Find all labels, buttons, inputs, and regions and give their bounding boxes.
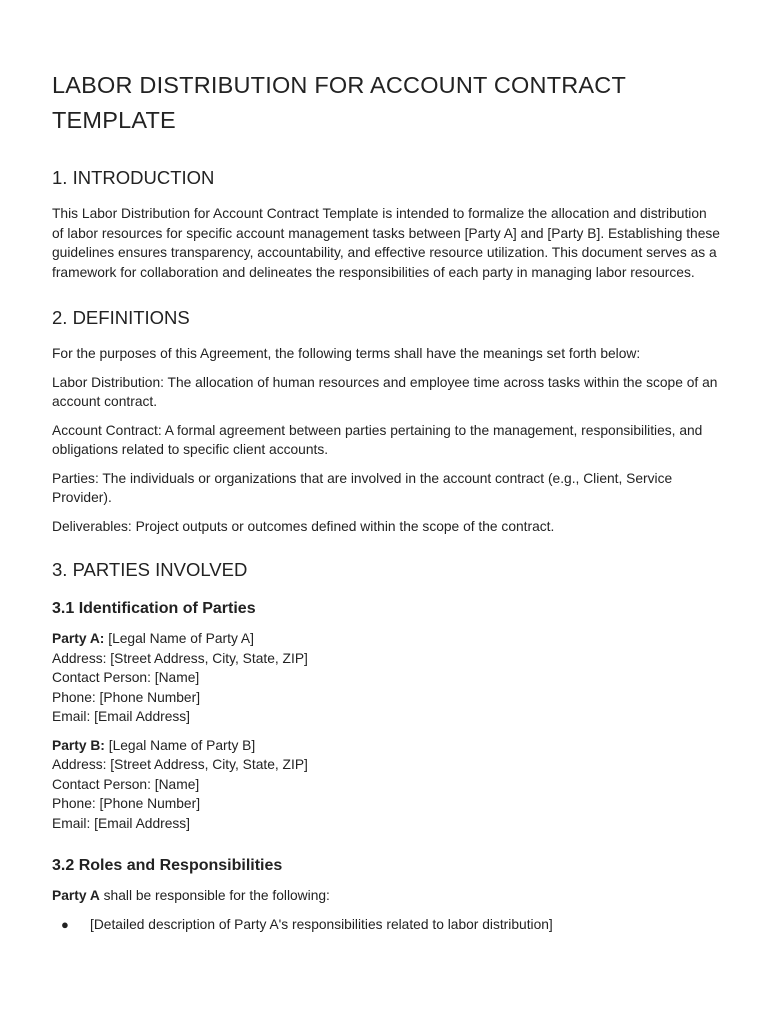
party-b-label: Party B:: [52, 737, 105, 753]
definition-item: Parties: The individuals or organizations that are involved in the account contract (e.g., Client, Service Provider).: [52, 470, 673, 505]
party-a-name: [Legal Name of Party A]: [104, 631, 254, 646]
introduction-heading: 1. INTRODUCTION: [52, 167, 215, 188]
identification-heading: 3.1 Identification of Parties: [52, 600, 256, 617]
document-title: LABOR DISTRIBUTION FOR ACCOUNT CONTRACT TEMPLATE: [52, 72, 626, 133]
party-b-email: Email: [Email Address]: [52, 815, 191, 831]
party-a-label: Party A:: [52, 631, 105, 646]
list-item-text: [Detailed description of Party A's responsibilities related to labor distribution]: [90, 916, 553, 932]
document-page: [52, 68, 722, 954]
identification-subsection: [52, 598, 722, 833]
party-b-contact: Contact Person: [Name]: [52, 776, 200, 792]
definition-item: Account Contract: A formal agreement between parties pertaining to the management, responsibilities, and obligations related to specific client accounts.: [52, 422, 703, 457]
party-b-name: [Legal Name of Party B]: [104, 737, 256, 753]
party-a-block: [52, 629, 722, 727]
introduction-text: This Labor Distribution for Account Contract Template is intended to formalize the allocation and distribution of labor resources for specific account management tasks between [Party A] and [Party B]. Establishing these guidelines ensures transparency, accountability, and effective resource utilization. This document serves as a framework for collaboration and delineates the responsibilities of each party in managing labor resources.: [52, 206, 720, 280]
definition-item: Deliverables: Project outputs or outcomes defined within the scope of the contract.: [52, 518, 555, 534]
party-a-roles-label: Party A: [52, 888, 100, 903]
definitions-section: [52, 306, 722, 536]
party-a-roles-intro-text: shall be responsible for the following:: [99, 888, 330, 903]
party-a-phone: Phone: [Phone Number]: [52, 689, 201, 705]
definitions-heading: 2. DEFINITIONS: [52, 307, 190, 328]
party-a-responsibilities-list: [52, 915, 722, 935]
roles-subsection: [52, 855, 722, 934]
party-a-name-line: [52, 629, 722, 649]
party-b-phone: Phone: [Phone Number]: [52, 796, 201, 811]
definition-item: Labor Distribution: The allocation of human resources and employee time across tasks within the scope of an account contract.: [52, 374, 718, 409]
party-a-roles-intro: [52, 886, 722, 906]
definitions-intro: For the purposes of this Agreement, the following terms shall have the meanings set forth below:: [52, 346, 641, 361]
party-a-address: Address: [Street Address, City, State, ZIP]: [52, 650, 308, 666]
parties-heading: 3. PARTIES INVOLVED: [52, 559, 248, 580]
roles-heading: 3.2 Roles and Responsibilities: [52, 857, 283, 874]
party-b-block: [52, 736, 722, 834]
list-item: [52, 915, 722, 935]
bullet-icon: ●: [61, 916, 69, 932]
party-a-contact: Contact Person: [Name]: [52, 670, 200, 685]
party-b-name-line: [52, 736, 722, 756]
party-b-address: Address: [Street Address, City, State, ZIP]: [52, 757, 308, 772]
parties-section: [52, 558, 722, 934]
party-a-email: Email: [Email Address]: [52, 709, 191, 724]
introduction-section: [52, 166, 722, 282]
